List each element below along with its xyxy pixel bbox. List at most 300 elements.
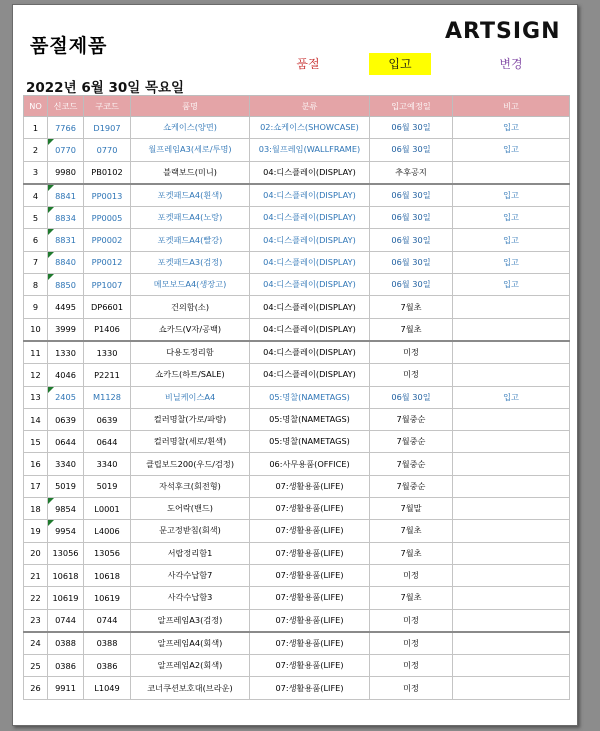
cell-note[interactable] <box>453 498 570 520</box>
cell-old-code-text: 1330 <box>96 347 118 358</box>
cell-restock-date[interactable] <box>370 609 453 632</box>
cell-new-code-text: 3340 <box>55 459 76 470</box>
cell-old-code[interactable] <box>84 542 131 564</box>
comment-indicator-icon <box>48 520 54 526</box>
cell-new-code[interactable] <box>48 117 84 139</box>
cell-restock-date[interactable] <box>370 318 453 341</box>
table-row <box>24 296 570 318</box>
cell-restock-date-text: 06월 30일 <box>391 234 431 245</box>
cell-product-name[interactable] <box>131 341 250 364</box>
cell-note[interactable] <box>453 655 570 677</box>
cell-category[interactable] <box>250 318 370 341</box>
table-row <box>24 453 570 475</box>
cell-category[interactable] <box>250 498 370 520</box>
cell-restock-date[interactable] <box>370 475 453 497</box>
cell-no[interactable] <box>24 341 48 364</box>
cell-no[interactable] <box>24 655 48 677</box>
cell-category-text: 07:생활용품(LIFE) <box>275 480 344 491</box>
cell-new-code-text: 9954 <box>55 525 76 536</box>
cell-new-code[interactable] <box>48 161 84 184</box>
cell-note[interactable] <box>453 184 570 207</box>
page-title: 품절제품 <box>30 35 108 57</box>
cell-restock-date-text: 미정 <box>403 614 419 625</box>
cell-category[interactable] <box>250 184 370 207</box>
cell-product-name-text: 블랙보드(미니) <box>163 166 217 177</box>
cell-old-code[interactable] <box>84 161 131 184</box>
cell-note[interactable] <box>453 408 570 430</box>
cell-no[interactable] <box>24 609 48 632</box>
cell-old-code-text: PP0005 <box>91 212 123 223</box>
table-row <box>24 609 570 632</box>
cell-restock-date-text: 06월 30일 <box>391 190 431 201</box>
cell-category-text: 05:명찰(NAMETAGS) <box>269 436 350 447</box>
cell-note[interactable] <box>453 564 570 586</box>
cell-note[interactable] <box>453 318 570 341</box>
cell-note[interactable] <box>453 453 570 475</box>
cell-note[interactable] <box>453 475 570 497</box>
cell-new-code-text: 0386 <box>55 660 76 671</box>
cell-old-code[interactable] <box>84 364 131 386</box>
cell-category[interactable] <box>250 520 370 542</box>
cell-new-code[interactable] <box>48 632 84 655</box>
cell-note[interactable] <box>453 274 570 296</box>
cell-category[interactable] <box>250 364 370 386</box>
cell-note[interactable] <box>453 364 570 386</box>
cell-new-code[interactable] <box>48 296 84 318</box>
cell-no-text: 21 <box>30 570 41 581</box>
col-header-no: NO <box>24 96 48 117</box>
cell-new-code[interactable] <box>48 542 84 564</box>
cell-product-name[interactable] <box>131 296 250 318</box>
cell-category[interactable] <box>250 341 370 364</box>
cell-restock-date[interactable] <box>370 520 453 542</box>
cell-old-code-text: 13056 <box>93 548 121 559</box>
cell-note[interactable] <box>453 632 570 655</box>
soldout-table <box>23 95 570 700</box>
cell-note[interactable] <box>453 296 570 318</box>
cell-old-code-text: PP0002 <box>91 235 123 246</box>
cell-old-code[interactable] <box>84 564 131 586</box>
cell-product-name[interactable] <box>131 318 250 341</box>
cell-old-code[interactable] <box>84 229 131 251</box>
cell-product-name[interactable] <box>131 229 250 251</box>
cell-new-code-text: 8841 <box>55 190 76 201</box>
cell-old-code-text: DP6601 <box>90 302 124 313</box>
cell-no[interactable] <box>24 498 48 520</box>
cell-restock-date[interactable] <box>370 229 453 251</box>
cell-old-code-text: PP1007 <box>91 279 123 290</box>
cell-product-name-text: 쇼카드(V자/공백) <box>158 323 222 334</box>
cell-category-text: 07:생활용품(LIFE) <box>275 547 344 558</box>
cell-category-text: 04:디스플레이(DISPLAY) <box>263 347 356 358</box>
cell-new-code[interactable] <box>48 655 84 677</box>
cell-product-name[interactable] <box>131 542 250 564</box>
cell-no[interactable] <box>24 453 48 475</box>
cell-no[interactable] <box>24 431 48 453</box>
cell-no-text: 6 <box>32 235 39 246</box>
cell-new-code[interactable] <box>48 408 84 430</box>
table-row <box>24 274 570 296</box>
cell-new-code-text: 2405 <box>55 392 76 403</box>
cell-old-code[interactable] <box>84 408 131 430</box>
legend-restock: 입고 <box>369 53 431 75</box>
cell-restock-date[interactable] <box>370 453 453 475</box>
cell-old-code[interactable] <box>84 520 131 542</box>
cell-restock-date[interactable] <box>370 251 453 273</box>
cell-restock-date-text: 추후공지 <box>395 166 427 177</box>
cell-product-name[interactable] <box>131 498 250 520</box>
cell-old-code-text: 0744 <box>96 615 118 626</box>
cell-product-name-text: 쇼케이스(양면) <box>163 122 217 133</box>
cell-old-code[interactable] <box>84 386 131 408</box>
cell-category-text: 04:디스플레이(DISPLAY) <box>263 234 356 245</box>
cell-no-text: 8 <box>32 279 39 290</box>
cell-new-code-text: 1330 <box>55 347 76 358</box>
cell-no-text: 17 <box>30 481 41 492</box>
col-header-restock-date: 입고예정일 <box>370 96 453 117</box>
cell-new-code[interactable] <box>48 498 84 520</box>
cell-old-code[interactable] <box>84 453 131 475</box>
cell-no[interactable] <box>24 296 48 318</box>
cell-old-code[interactable] <box>84 296 131 318</box>
cell-no-text: 23 <box>30 615 41 626</box>
cell-restock-date[interactable] <box>370 296 453 318</box>
cell-product-name[interactable] <box>131 632 250 655</box>
cell-note[interactable] <box>453 431 570 453</box>
legend-changed: 변경 <box>499 57 523 71</box>
table-row <box>24 564 570 586</box>
cell-old-code-text: D1907 <box>93 122 121 133</box>
cell-product-name-text: 사각수납함3 <box>167 592 213 603</box>
cell-old-code[interactable] <box>84 677 131 699</box>
cell-category[interactable] <box>250 431 370 453</box>
cell-category[interactable] <box>250 655 370 677</box>
cell-old-code[interactable] <box>84 655 131 677</box>
cell-new-code[interactable] <box>48 587 84 609</box>
cell-restock-date[interactable] <box>370 587 453 609</box>
cell-restock-date-text: 미정 <box>403 637 419 648</box>
cell-old-code[interactable] <box>84 498 131 520</box>
cell-product-name[interactable] <box>131 161 250 184</box>
cell-new-code[interactable] <box>48 609 84 632</box>
cell-category[interactable] <box>250 117 370 139</box>
cell-old-code[interactable] <box>84 431 131 453</box>
cell-no[interactable] <box>24 587 48 609</box>
cell-new-code[interactable] <box>48 251 84 273</box>
cell-new-code-text: 4046 <box>55 369 76 380</box>
cell-old-code[interactable] <box>84 184 131 207</box>
cell-product-name[interactable] <box>131 251 250 273</box>
cell-product-name-text: 비닐케이스A4 <box>164 391 216 402</box>
cell-old-code-text: P1406 <box>94 324 120 335</box>
cell-category[interactable] <box>250 564 370 586</box>
cell-no[interactable] <box>24 564 48 586</box>
cell-restock-date-text: 7월초 <box>400 323 422 334</box>
cell-new-code-text: 0644 <box>55 436 76 447</box>
cell-no[interactable] <box>24 229 48 251</box>
cell-no-text: 20 <box>30 548 41 559</box>
cell-restock-date-text: 06월 30일 <box>391 256 431 267</box>
cell-restock-date-text: 7월중순 <box>396 480 426 491</box>
cell-note[interactable] <box>453 386 570 408</box>
cell-new-code[interactable] <box>48 364 84 386</box>
cell-note[interactable] <box>453 207 570 229</box>
comment-indicator-icon <box>48 185 54 191</box>
cell-restock-date-text: 06월 30일 <box>391 144 431 155</box>
cell-old-code-text: 0770 <box>96 144 118 155</box>
cell-product-name-text: 포켓패드A4(노랑) <box>157 212 223 223</box>
cell-no-text: 12 <box>30 369 41 380</box>
cell-no[interactable] <box>24 274 48 296</box>
table-row <box>24 587 570 609</box>
cell-category[interactable] <box>250 251 370 273</box>
cell-old-code-text: 10619 <box>93 592 121 603</box>
cell-category-text: 04:디스플레이(DISPLAY) <box>263 190 356 201</box>
cell-old-code-text: M1128 <box>93 392 121 403</box>
cell-old-code[interactable] <box>84 341 131 364</box>
cell-no[interactable] <box>24 364 48 386</box>
cell-product-name[interactable] <box>131 564 250 586</box>
cell-old-code[interactable] <box>84 207 131 229</box>
col-header-product-name: 품명 <box>131 96 250 117</box>
cell-note[interactable] <box>453 341 570 364</box>
cell-product-name[interactable] <box>131 587 250 609</box>
cell-product-name[interactable] <box>131 139 250 161</box>
cell-no-text: 26 <box>30 683 41 694</box>
cell-product-name-text: 알프레임A4(회색) <box>157 637 223 648</box>
cell-new-code-text: 10618 <box>52 570 79 581</box>
cell-product-name[interactable] <box>131 184 250 207</box>
cell-restock-date[interactable] <box>370 207 453 229</box>
cell-restock-date[interactable] <box>370 542 453 564</box>
table-row <box>24 184 570 207</box>
cell-new-code[interactable] <box>48 677 84 699</box>
cell-old-code-text: 0386 <box>96 660 118 671</box>
cell-category[interactable] <box>250 453 370 475</box>
cell-product-name[interactable] <box>131 408 250 430</box>
table-row <box>24 364 570 386</box>
cell-no[interactable] <box>24 184 48 207</box>
cell-restock-date[interactable] <box>370 161 453 184</box>
cell-no[interactable] <box>24 632 48 655</box>
cell-category[interactable] <box>250 386 370 408</box>
cell-category-text: 07:생활용품(LIFE) <box>275 637 344 648</box>
cell-no-text: 5 <box>32 212 39 223</box>
cell-category-text: 04:디스플레이(DISPLAY) <box>263 256 356 267</box>
cell-restock-date[interactable] <box>370 117 453 139</box>
cell-old-code[interactable] <box>84 475 131 497</box>
cell-note[interactable] <box>453 677 570 699</box>
cell-restock-date[interactable] <box>370 341 453 364</box>
cell-restock-date[interactable] <box>370 632 453 655</box>
cell-category[interactable] <box>250 207 370 229</box>
cell-restock-date-text: 06월 30일 <box>391 212 431 223</box>
cell-category-text: 07:생활용품(LIFE) <box>275 592 344 603</box>
cell-old-code[interactable] <box>84 117 131 139</box>
cell-category[interactable] <box>250 161 370 184</box>
cell-note[interactable] <box>453 520 570 542</box>
cell-category-text: 04:디스플레이(DISPLAY) <box>263 369 356 380</box>
cell-no[interactable] <box>24 542 48 564</box>
cell-category[interactable] <box>250 542 370 564</box>
cell-new-code[interactable] <box>48 229 84 251</box>
cell-restock-date[interactable] <box>370 677 453 699</box>
cell-restock-date[interactable] <box>370 274 453 296</box>
cell-no-text: 22 <box>30 592 41 603</box>
cell-old-code[interactable] <box>84 251 131 273</box>
legend-soldout: 품절 <box>296 57 320 71</box>
cell-product-name[interactable] <box>131 453 250 475</box>
cell-no[interactable] <box>24 386 48 408</box>
cell-note[interactable] <box>453 139 570 161</box>
cell-note[interactable] <box>453 587 570 609</box>
cell-new-code-text: 7766 <box>55 122 76 133</box>
cell-new-code-text: 8834 <box>55 212 76 223</box>
sheet-page <box>12 4 578 726</box>
table-row <box>24 229 570 251</box>
cell-category-text: 07:생활용품(LIFE) <box>275 503 344 514</box>
cell-category-text: 04:디스플레이(DISPLAY) <box>263 301 356 312</box>
cell-product-name[interactable] <box>131 677 250 699</box>
cell-category[interactable] <box>250 139 370 161</box>
cell-old-code-text: 0388 <box>96 638 118 649</box>
cell-no-text: 7 <box>32 257 39 268</box>
cell-no[interactable] <box>24 251 48 273</box>
cell-product-name[interactable] <box>131 207 250 229</box>
cell-restock-date[interactable] <box>370 364 453 386</box>
comment-indicator-icon <box>48 498 54 504</box>
table-row <box>24 117 570 139</box>
cell-restock-date[interactable] <box>370 386 453 408</box>
cell-no[interactable] <box>24 139 48 161</box>
cell-note[interactable] <box>453 161 570 184</box>
cell-no[interactable] <box>24 677 48 699</box>
cell-category-text: 07:생활용품(LIFE) <box>275 570 344 581</box>
cell-no-text: 15 <box>30 436 41 447</box>
cell-no-text: 13 <box>30 392 41 403</box>
cell-note[interactable] <box>453 117 570 139</box>
cell-restock-date[interactable] <box>370 431 453 453</box>
cell-restock-date-text: 7월중순 <box>396 414 426 424</box>
cell-new-code[interactable] <box>48 564 84 586</box>
cell-restock-date[interactable] <box>370 184 453 207</box>
cell-restock-date-text: 06월 30일 <box>391 122 431 133</box>
cell-new-code[interactable] <box>48 139 84 161</box>
cell-new-code[interactable] <box>48 475 84 497</box>
cell-no[interactable] <box>24 117 48 139</box>
cell-note[interactable] <box>453 251 570 273</box>
cell-new-code-text: 0639 <box>55 414 76 425</box>
cell-product-name[interactable] <box>131 609 250 632</box>
cell-product-name-text: 도어락(밴드) <box>167 503 213 514</box>
cell-new-code-text: 0388 <box>55 638 76 649</box>
cell-category[interactable] <box>250 677 370 699</box>
cell-product-name-text: 포켓패드A4(흰색) <box>157 190 223 201</box>
cell-new-code[interactable] <box>48 207 84 229</box>
cell-product-name-text: 컬러명찰(가로/파랑) <box>153 414 227 424</box>
cell-no-text: 19 <box>30 525 41 536</box>
cell-restock-date-text: 06월 30일 <box>391 391 431 402</box>
cell-old-code[interactable] <box>84 274 131 296</box>
cell-no[interactable] <box>24 520 48 542</box>
cell-old-code[interactable] <box>84 139 131 161</box>
cell-product-name[interactable] <box>131 117 250 139</box>
cell-product-name-text: 문고정받침(회색) <box>159 525 221 536</box>
cell-note[interactable] <box>453 229 570 251</box>
cell-new-code[interactable] <box>48 274 84 296</box>
cell-new-code[interactable] <box>48 431 84 453</box>
cell-product-name[interactable] <box>131 274 250 296</box>
cell-product-name[interactable] <box>131 386 250 408</box>
cell-restock-date[interactable] <box>370 498 453 520</box>
cell-new-code-text: 5019 <box>55 481 76 492</box>
cell-restock-date[interactable] <box>370 408 453 430</box>
cell-restock-date-text: 미정 <box>403 660 419 671</box>
cell-new-code-text: 9911 <box>55 683 76 694</box>
cell-new-code[interactable] <box>48 386 84 408</box>
cell-no[interactable] <box>24 318 48 341</box>
cell-category[interactable] <box>250 587 370 609</box>
cell-product-name[interactable] <box>131 655 250 677</box>
cell-restock-date[interactable] <box>370 655 453 677</box>
cell-old-code[interactable] <box>84 632 131 655</box>
cell-product-name[interactable] <box>131 520 250 542</box>
cell-no[interactable] <box>24 408 48 430</box>
cell-note[interactable] <box>453 609 570 632</box>
cell-no-text: 18 <box>30 503 41 514</box>
cell-product-name-text: 다용도정리함 <box>166 347 214 358</box>
cell-category[interactable] <box>250 632 370 655</box>
cell-no[interactable] <box>24 475 48 497</box>
cell-no[interactable] <box>24 207 48 229</box>
cell-category[interactable] <box>250 609 370 632</box>
cell-category[interactable] <box>250 274 370 296</box>
cell-no-text: 9 <box>32 302 39 313</box>
cell-new-code[interactable] <box>48 341 84 364</box>
cell-note-text: 입고 <box>503 122 519 133</box>
cell-new-code[interactable] <box>48 453 84 475</box>
cell-product-name[interactable] <box>131 475 250 497</box>
cell-no-text: 14 <box>30 414 41 425</box>
cell-category[interactable] <box>250 229 370 251</box>
cell-restock-date[interactable] <box>370 564 453 586</box>
cell-old-code[interactable] <box>84 587 131 609</box>
cell-old-code[interactable] <box>84 609 131 632</box>
cell-new-code-text: 4495 <box>55 302 76 313</box>
cell-category[interactable] <box>250 296 370 318</box>
cell-no[interactable] <box>24 161 48 184</box>
cell-restock-date-text: 06월 30일 <box>391 279 431 290</box>
cell-old-code[interactable] <box>84 318 131 341</box>
cell-category[interactable] <box>250 475 370 497</box>
cell-category[interactable] <box>250 408 370 430</box>
comment-indicator-icon <box>48 252 54 258</box>
cell-note[interactable] <box>453 542 570 564</box>
cell-product-name-text: 서랍정리함1 <box>167 547 213 558</box>
cell-new-code[interactable] <box>48 184 84 207</box>
cell-category-text: 07:생활용품(LIFE) <box>275 660 344 671</box>
cell-restock-date-text: 7월초 <box>400 592 422 603</box>
cell-product-name[interactable] <box>131 431 250 453</box>
cell-product-name[interactable] <box>131 364 250 386</box>
table-row <box>24 251 570 273</box>
cell-new-code[interactable] <box>48 318 84 341</box>
cell-new-code[interactable] <box>48 520 84 542</box>
cell-product-name-text: 쇼카드(하트/SALE) <box>155 369 225 380</box>
cell-restock-date-text: 미정 <box>403 682 419 693</box>
cell-restock-date[interactable] <box>370 139 453 161</box>
cell-new-code-text: 3999 <box>55 324 76 335</box>
